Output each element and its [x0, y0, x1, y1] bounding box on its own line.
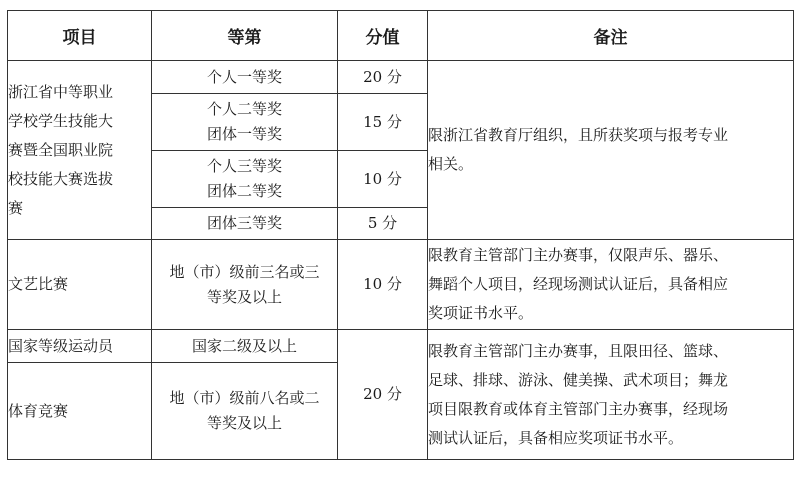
grade-line: 个人一等奖 [206, 67, 282, 86]
points-cell: 15 分 [338, 94, 428, 151]
note-line: 限教育主管部门主办赛事，且限田径、篮球、 [428, 341, 729, 360]
note-line: 项目限教育或体育主管部门主办赛事，经现场 [428, 399, 729, 418]
grade-line: 团体二等奖 [206, 182, 282, 200]
grade-cell [152, 208, 338, 240]
grade-cell [152, 240, 338, 330]
item-line: 赛 [8, 198, 24, 217]
table-row [8, 240, 794, 330]
notes-cell [428, 330, 794, 460]
note-line: 足球、排球、游泳、健美操、武术项目；舞龙 [428, 370, 729, 389]
notes-cell [428, 61, 794, 240]
points-cell: 5 分 [338, 208, 428, 240]
item-line: 赛暨全国职业院 [8, 140, 114, 159]
header-points: 分值 [338, 11, 428, 61]
grade-line: 个人二等奖 [206, 100, 282, 118]
item-line: 浙江省中等职业 [8, 82, 114, 101]
grade-cell: 国家二级及以上 [152, 330, 338, 363]
grade-line: 地（市）级前八名或二 [169, 389, 320, 407]
grade-cell [152, 151, 338, 208]
points-cell: 20 分 [338, 330, 428, 460]
points-cell: 20 分 [338, 61, 428, 94]
notes-cell [428, 240, 794, 330]
header-item: 项目 [8, 11, 152, 61]
points-cell: 10 分 [338, 151, 428, 208]
grade-line: 个人三等奖 [206, 157, 282, 175]
item-skills-competition [8, 61, 152, 240]
note-line: 相关。 [428, 155, 474, 173]
item-line: 学校学生技能大 [8, 111, 114, 130]
item-national-athlete: 国家等级运动员 [8, 330, 152, 363]
header-grade: 等第 [152, 11, 338, 61]
header-row [8, 11, 794, 61]
grade-line: 等奖及以上 [206, 287, 282, 306]
item-line: 校技能大赛选拔 [8, 169, 114, 188]
admission-points-table [7, 10, 794, 460]
grade-cell [152, 94, 338, 151]
grade-line: 团体三等奖 [206, 214, 282, 232]
grade-line: 团体一等奖 [206, 125, 282, 143]
header-notes: 备注 [428, 11, 794, 61]
table-row [8, 61, 794, 94]
note-line: 限浙江省教育厅组织，且所获奖项与报考专业 [428, 126, 729, 144]
table-row [8, 330, 794, 363]
grade-cell [152, 61, 338, 94]
note-line: 奖项证书水平。 [428, 304, 534, 322]
points-cell: 10 分 [338, 240, 428, 330]
grade-line: 地（市）级前三名或三 [169, 262, 320, 281]
item-arts-competition: 文艺比赛 [8, 240, 152, 330]
note-line: 舞蹈个人项目，经现场测试认证后，具备相应 [428, 275, 729, 293]
note-line: 限教育主管部门主办赛事，仅限声乐、器乐、 [428, 246, 729, 264]
grade-cell [152, 363, 338, 460]
grade-line: 等奖及以上 [206, 414, 282, 432]
item-sports-competition: 体育竞赛 [8, 363, 152, 460]
note-line: 测试认证后，具备相应奖项证书水平。 [428, 428, 684, 447]
